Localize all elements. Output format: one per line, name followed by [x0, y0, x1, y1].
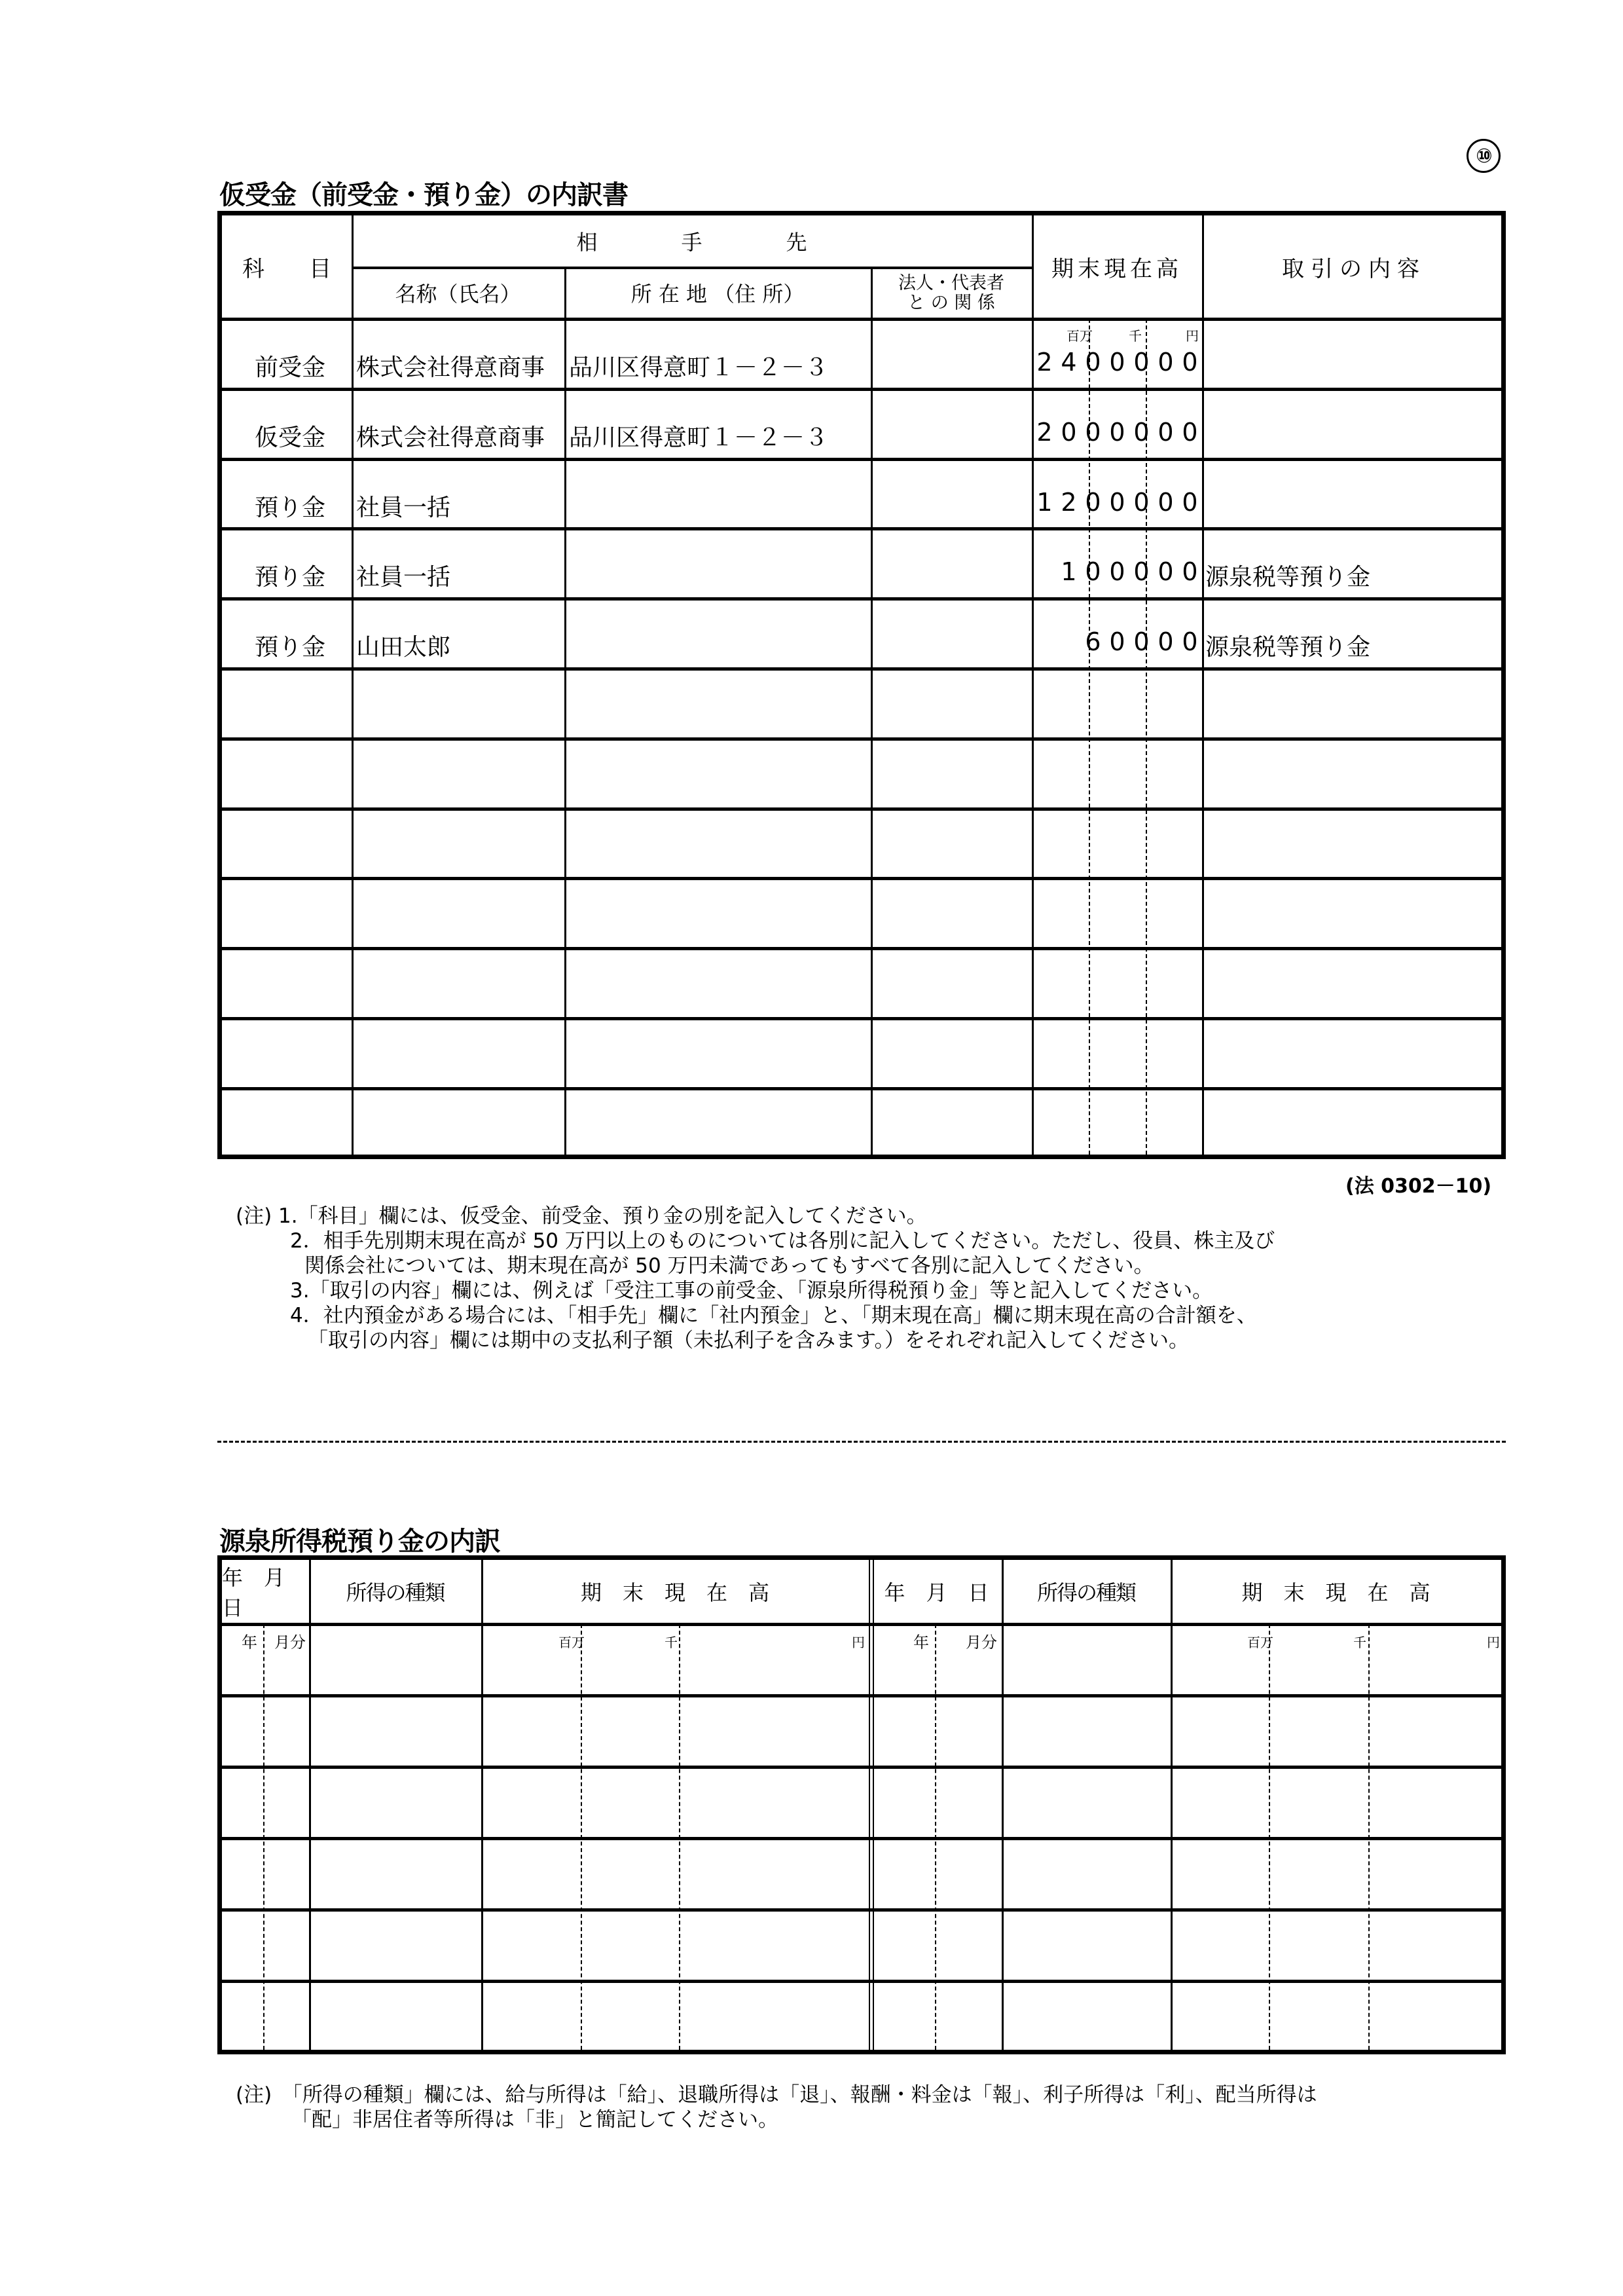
amount-digit: 2: [1036, 417, 1053, 447]
amount-digit: 4: [1061, 348, 1077, 377]
note-income-type-cont: 「配」非居住者等所得は「非」と簡記してください。: [291, 2108, 778, 2132]
unit-yen: 円: [852, 1635, 865, 1650]
unit-year: 年: [242, 1633, 257, 1652]
cell-name: 山田太郎: [356, 634, 451, 661]
note-1: (注) 1.「科目」欄には、仮受金、前受金、預り金の別を記入してください。: [236, 1204, 927, 1228]
unit-yen: 円: [1487, 1635, 1500, 1650]
header-relation-line2: と の 関 係: [907, 293, 995, 313]
amount-digit: 0: [1158, 487, 1174, 517]
amount-digit: 0: [1133, 557, 1150, 587]
header-balance-left: 期 末 現 在 高: [580, 1580, 769, 1605]
unit-thousand: 千: [665, 1635, 678, 1650]
row-divider: [222, 527, 1501, 530]
amount-digit: 0: [1133, 417, 1150, 447]
amount-digit: 0: [1133, 348, 1150, 377]
amount-digit: 0: [1133, 487, 1150, 517]
amount-digit: 0: [1158, 557, 1174, 587]
cell-amount: [1032, 348, 1202, 377]
unit-yen: 円: [1186, 328, 1199, 344]
amount-digit: [1032, 557, 1057, 586]
table-withholding-tax: [217, 1555, 1506, 2054]
note-2: 2．相手先別期末現在高が 50 万円以上のものについては各別に記入してください。ただし、役員、株主及び: [290, 1229, 1275, 1253]
amount-digit: 0: [1085, 487, 1101, 517]
header-address: 所 在 地 （住 所）: [630, 282, 805, 306]
cell-subject: 預り金: [255, 634, 326, 661]
amount-digit: 0: [1109, 417, 1125, 447]
unit-million: 百万: [558, 1635, 585, 1650]
header-relation-line1: 法人・代表者: [898, 273, 1004, 293]
row-divider: [222, 877, 1501, 880]
row-divider: [222, 1087, 1501, 1090]
cell-description: 源泉税等預り金: [1205, 634, 1371, 661]
cell-amount: [1032, 627, 1202, 656]
col-divider: [481, 1560, 483, 2050]
note-2-cont: 関係会社については、期末現在高が 50 万円未満であってもすべて各別に記入してください。: [304, 1254, 1154, 1278]
cell-name: 株式会社得意商事: [356, 424, 545, 451]
col-divider: [1171, 1560, 1173, 2050]
unit-million: 百万: [1067, 328, 1093, 344]
amount-digit: 1: [1061, 557, 1077, 587]
cell-subject: 仮受金: [255, 424, 326, 451]
amount-digit: 0: [1085, 557, 1101, 587]
amount-digit: 0: [1109, 627, 1125, 657]
amount-digit: 0: [1085, 348, 1101, 377]
note-4-cont: 「取引の内容」欄には期中の支払利子額（未払利子を含みます。）をそれぞれ記入してください。: [308, 1329, 1190, 1352]
row-divider: [222, 1766, 1501, 1769]
row-divider: [222, 1017, 1501, 1020]
unit-thousand: 千: [1129, 328, 1142, 344]
amount-digit: 0: [1158, 417, 1174, 447]
row-divider: [222, 737, 1501, 741]
row-divider: [222, 947, 1501, 950]
row-divider: [222, 1837, 1501, 1840]
table-provisional-receipts: [217, 211, 1506, 1159]
row-divider: [222, 807, 1501, 811]
amount-digit: 0: [1182, 627, 1198, 657]
cell-subject: 前受金: [255, 354, 326, 381]
cut-line: [217, 1441, 1506, 1443]
col-divider: [309, 1560, 311, 2050]
amount-digit: 0: [1109, 487, 1125, 517]
row-divider: [222, 1908, 1501, 1912]
amount-digit: 2: [1036, 348, 1053, 377]
unit-year: 年: [913, 1633, 929, 1652]
header-bottom-line: [222, 1623, 1501, 1626]
amount-digit: 2: [1061, 487, 1077, 517]
cell-name: 社員一括: [356, 564, 451, 591]
row-divider: [222, 388, 1501, 391]
amount-digit: [1032, 627, 1057, 656]
unit-thousand: 千: [1353, 1635, 1366, 1650]
header-bottom-line: [222, 318, 1501, 321]
col-divider: [1002, 1560, 1004, 2050]
amount-digit: [1057, 627, 1081, 656]
unit-month: 月分: [966, 1633, 997, 1652]
amount-digit: 6: [1085, 627, 1101, 657]
header-income-type-right: 所得の種類: [1036, 1580, 1135, 1605]
col-divider: [1202, 215, 1204, 1155]
cell-amount: [1032, 418, 1202, 447]
amount-digit: 0: [1085, 417, 1101, 447]
cell-name: 社員一括: [356, 494, 451, 521]
cell-amount: [1032, 488, 1202, 517]
row-divider: [222, 458, 1501, 461]
col-divider: [352, 215, 354, 1155]
header-relation: [871, 269, 1032, 318]
header-income-type-left: 所得の種類: [346, 1580, 445, 1605]
row-divider: [222, 597, 1501, 601]
section1-title: 仮受金（前受金・預り金）の内訳書: [219, 180, 628, 210]
header-date-right: 年 月 日: [884, 1580, 989, 1605]
section2-title: 源泉所得税預り金の内訳: [219, 1527, 500, 1557]
unit-million: 百万: [1247, 1635, 1273, 1650]
note-4: 4．社内預金がある場合には、「相手先」欄に「社内預金」と、「期末現在高」欄に期末現在高の合計額を、: [290, 1304, 1257, 1327]
note-3: 3.「取引の内容」欄には、例えば「受注工事の前受金、「源泉所得税預り金」等と記入してください。: [290, 1279, 1213, 1303]
amount-digit: 0: [1158, 627, 1174, 657]
note-income-type: (注) 「所得の種類」欄には、給与所得は「給」、退職所得は「退」、報酬・料金は「報」、利子所得は「利」、配当所得は: [236, 2083, 1317, 2107]
amount-digit: 1: [1036, 487, 1053, 517]
page-number: ⑩: [1467, 139, 1501, 173]
form-code: (法 0302－10): [1345, 1175, 1492, 1198]
amount-digit: 0: [1182, 348, 1198, 377]
row-divider: [222, 667, 1501, 671]
amount-digit: 0: [1182, 557, 1198, 587]
cell-subject: 預り金: [255, 494, 326, 521]
row-divider: [222, 1980, 1501, 1983]
amount-digit: 0: [1182, 487, 1198, 517]
cell-description: 源泉税等預り金: [1205, 564, 1371, 591]
cell-amount: [1032, 557, 1202, 586]
col-divider: [564, 268, 566, 1155]
header-description: 取引の内容: [1282, 255, 1426, 282]
cell-address: 品川区得意町１－２－３: [569, 354, 829, 381]
amount-digit: 0: [1182, 417, 1198, 447]
header-counterparty: 相 手 先: [576, 230, 807, 255]
amount-digit: 0: [1158, 348, 1174, 377]
cell-name: 株式会社得意商事: [356, 354, 545, 381]
cell-address: 品川区得意町１－２－３: [569, 424, 829, 451]
amount-digit: 0: [1061, 417, 1077, 447]
amount-digit: 0: [1109, 557, 1125, 587]
header-subject: 科 目: [242, 255, 331, 282]
unit-month: 月分: [274, 1633, 306, 1652]
cell-subject: 預り金: [255, 564, 326, 591]
row-divider: [222, 1694, 1501, 1697]
header-balance: 期末現在高: [1051, 255, 1182, 282]
amount-digit: 0: [1109, 348, 1125, 377]
header-date-left: 年 月 日: [222, 1565, 306, 1620]
amount-digit: 0: [1133, 627, 1150, 657]
col-divider: [871, 268, 873, 1155]
header-name: 名称（氏名）: [395, 282, 521, 306]
center-double-divider: [869, 1560, 874, 2050]
header-balance-right: 期 末 現 在 高: [1241, 1580, 1431, 1605]
